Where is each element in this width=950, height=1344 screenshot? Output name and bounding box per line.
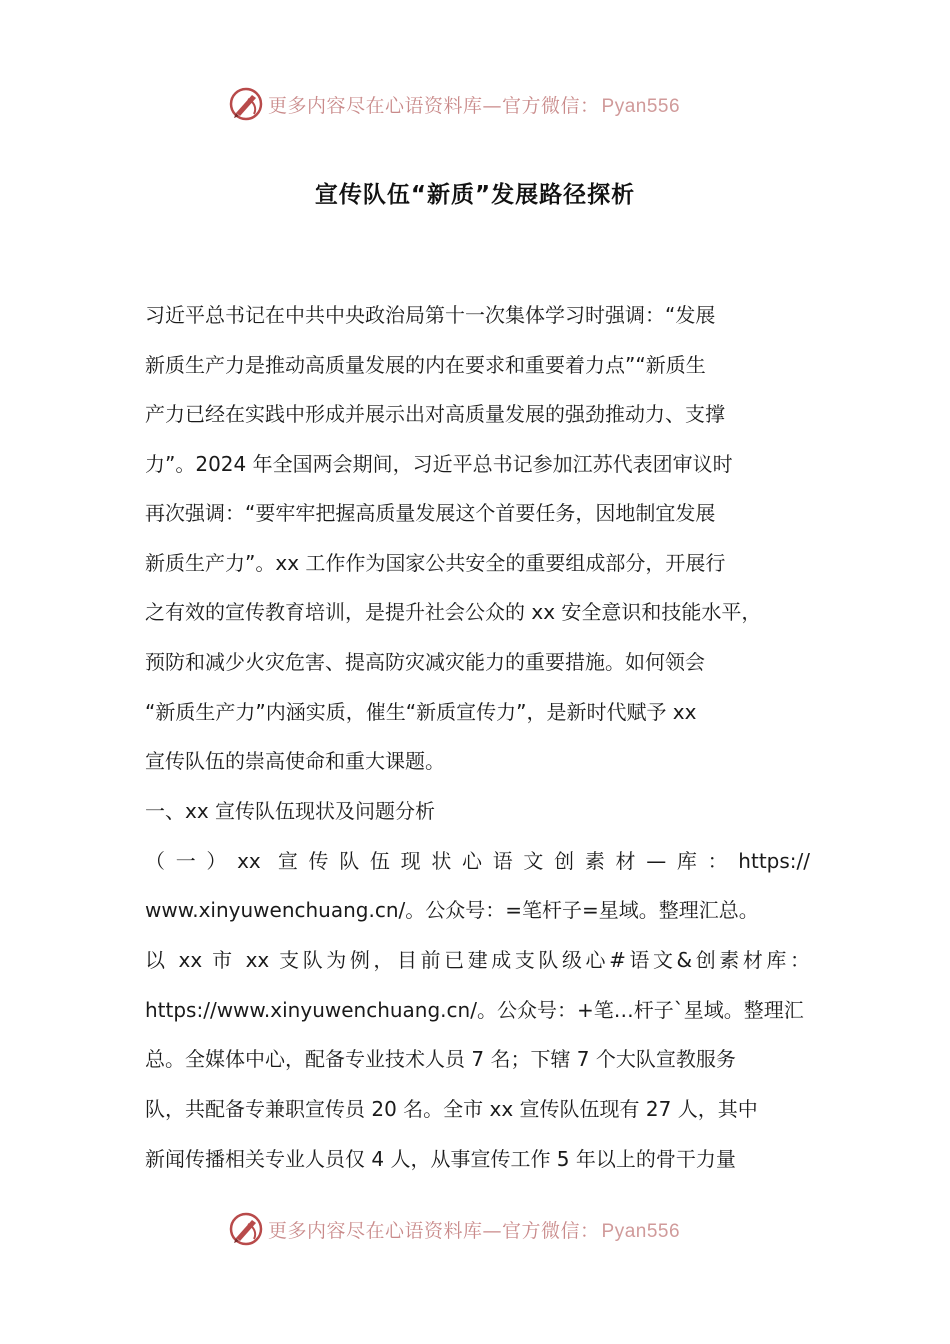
- body-line: www.xinyuwenchuang.cn/。公众号：=笔杆子=星域。整理汇总。: [145, 898, 759, 922]
- body-line: 预防和减少火灾危害、提高防灾减灾能力的重要措施。如何领会: [145, 650, 705, 674]
- footer-watermark-banner: [228, 1209, 748, 1249]
- body-line: 新质生产力是推动高质量发展的内在要求和重要着力点”“新质生: [145, 353, 706, 377]
- watermark-label: 更多内容尽在心语资料库—官方微信：: [268, 94, 600, 117]
- body-line: 力”。2024 年全国两会期间，习近平总书记参加江苏代表团审议时: [145, 452, 733, 476]
- pen-logo-icon: [228, 86, 264, 122]
- pen-logo-icon: [228, 1211, 264, 1247]
- body-line: 队，共配备专兼职宣传员 20 名。全市 xx 宣传队伍现有 27 人，其中: [145, 1097, 758, 1121]
- body-line: 以 xx 市 xx 支队为例，目前已建成支队级心#语文&创素材库：: [145, 948, 810, 972]
- header-watermark-banner: [228, 84, 748, 124]
- body-line: 宣传队伍的崇高使命和重大课题。: [145, 749, 445, 773]
- body-line: 产力已经在实践中形成并展示出对高质量发展的强劲推动力、支撑: [145, 402, 725, 426]
- watermark-text: [268, 1216, 680, 1243]
- body-line: “新质生产力”内涵实质，催生“新质宣传力”，是新时代赋予 xx: [145, 700, 697, 724]
- body-line: 新闻传播相关专业人员仅 4 人，从事宣传工作 5 年以上的骨干力量: [145, 1147, 736, 1171]
- document-title: 宣传队伍“新质”发展路径探析: [314, 182, 636, 208]
- watermark-label: 更多内容尽在心语资料库—官方微信：: [268, 1219, 600, 1242]
- watermark-text: [268, 91, 680, 118]
- body-line: 之有效的宣传教育培训，是提升社会公众的 xx 安全意识和技能水平，: [145, 600, 762, 624]
- watermark-handle: Pyan556: [601, 1220, 681, 1242]
- body-line: 新质生产力”。xx 工作作为国家公共安全的重要组成部分，开展行: [145, 551, 726, 575]
- subsection-heading: （一）xx 宣传队伍现状心语文创素材—库：https://: [145, 849, 810, 873]
- section-heading: 一、xx 宣传队伍现状及问题分析: [145, 799, 436, 823]
- body-line: 习近平总书记在中共中央政治局第十一次集体学习时强调：“发展: [145, 303, 716, 327]
- body-line: https://www.xinyuwenchuang.cn/。公众号：+笔…杆子`星域。整理汇: [145, 998, 804, 1022]
- body-line: 再次强调：“要牢牢把握高质量发展这个首要任务，因地制宜发展: [145, 501, 716, 525]
- watermark-handle: Pyan556: [601, 95, 681, 117]
- body-line: 总。全媒体中心，配备专业技术人员 7 名；下辖 7 个大队宣教服务: [145, 1047, 736, 1071]
